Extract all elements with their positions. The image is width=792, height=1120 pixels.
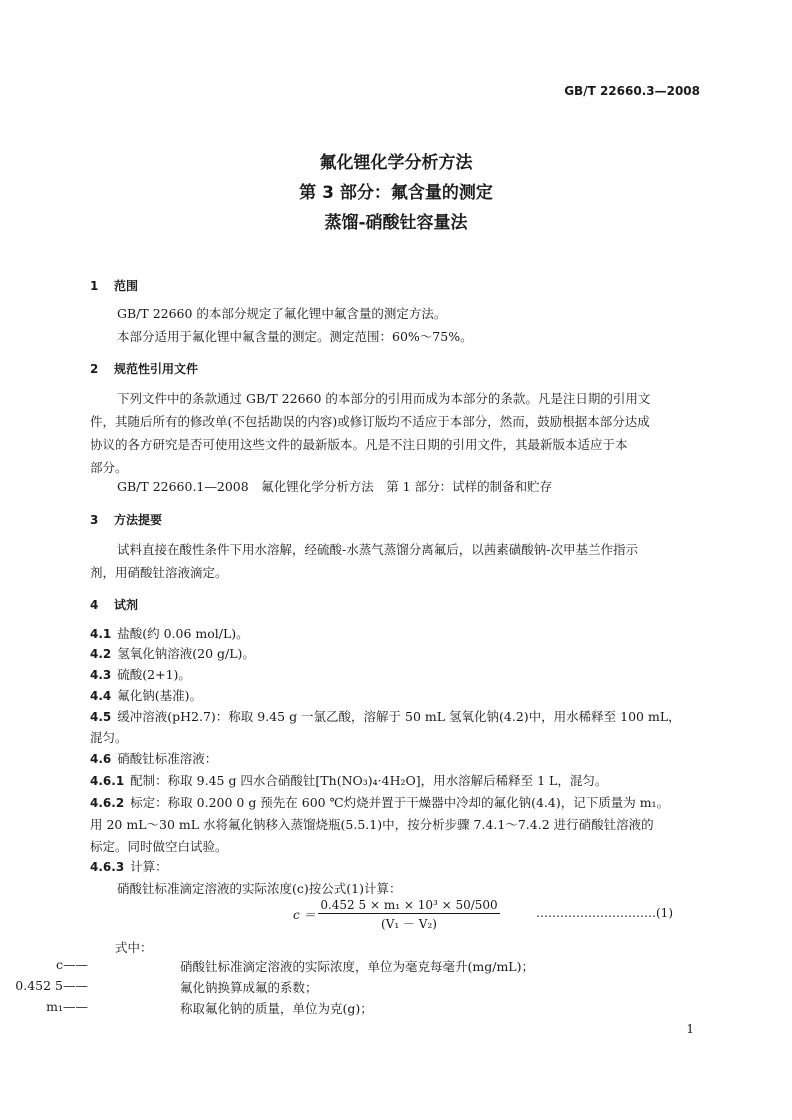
paragraph-line: 协议的各方研究是否可使用这些文件的最新版本。凡是不注日期的引用文件，其最新版本适应于本 xyxy=(90,437,628,452)
definition-symbol: c—— xyxy=(55,957,88,972)
section-title: 试剂 xyxy=(114,598,139,612)
paragraph: 本部分适用于氟化锂中氟含量的测定。测定范围：60%～75%。 xyxy=(117,329,473,344)
calculation-intro: 硝酸钍标准滴定溶液的实际浓度(c)按公式(1)计算： xyxy=(117,881,402,896)
clause-text: 标定：称取 0.200 0 g 预先在 600 ℃灼烧并置于干燥器中冷却的氟化钠(4.4)，记下质量为 m₁。 xyxy=(130,795,670,810)
definition-symbol: m₁—— xyxy=(46,999,88,1014)
paragraph-line: 剂，用硝酸钍溶液滴定。 xyxy=(90,565,228,580)
formula-numerator: 0.452 5 × m₁ × 10³ × 50/500 xyxy=(318,898,500,914)
clause-number: 4.1 xyxy=(90,627,112,641)
clause-number: 4.3 xyxy=(90,668,112,682)
where-label: 式中： xyxy=(115,940,153,955)
clause-text: 氢氧化钠溶液(20 g/L)。 xyxy=(117,646,255,661)
paragraph-line: 下列文件中的条款通过 GB/T 22660 的本部分的引用而成为本部分的条款。凡是注日期的引用文 xyxy=(117,391,651,406)
definition-text: 称取氟化钠的质量，单位为克(g)； xyxy=(180,1001,373,1016)
section-title: 范围 xyxy=(114,279,139,293)
title-line-3: 蒸馏-硝酸钍容量法 xyxy=(324,213,468,233)
title-line-2: 第 3 部分：氟含量的测定 xyxy=(299,183,493,203)
formula-denominator: (V₁ － V₂) xyxy=(381,917,437,931)
clause-number: 4.6.3 xyxy=(90,860,125,874)
clause-4-6-3 xyxy=(90,855,702,879)
normative-reference: GB/T 22660.1—2008 氟化锂化学分析方法 第 1 部分：试样的制备和贮存 xyxy=(117,479,553,494)
equation-number: …………………………(1) xyxy=(536,906,673,920)
definition-symbol: 0.452 5—— xyxy=(15,978,88,993)
clause-text: 硝酸钍标准溶液： xyxy=(117,751,218,766)
clause-4-6-2-line-3: 标定。同时做空白试验。 xyxy=(90,839,228,854)
clause-number: 4.6.1 xyxy=(90,774,125,788)
section-number: 4 xyxy=(90,598,99,612)
definition-text: 氟化钠换算成氟的系数； xyxy=(180,980,318,995)
clause-text: 盐酸(约 0.06 mol/L)。 xyxy=(117,626,249,641)
clause-text: 氟化钠(基准)。 xyxy=(117,688,203,703)
clause-text: 计算： xyxy=(130,859,168,874)
clause-text: 硫酸(2+1)。 xyxy=(117,667,191,682)
clause-number: 4.2 xyxy=(90,647,112,661)
section-title: 规范性引用文件 xyxy=(114,362,199,376)
title-line-1: 氟化锂化学分析方法 xyxy=(319,153,473,173)
page-number: 1 xyxy=(686,1022,694,1036)
clause-number: 4.6.2 xyxy=(90,796,125,810)
paragraph-line: 部分。 xyxy=(90,460,128,475)
clause-number: 4.4 xyxy=(90,689,112,703)
paragraph-line: 试料直接在酸性条件下用水溶解，经硫酸-水蒸气蒸馏分离氟后，以茜素磺酸钠-次甲基兰作指示 xyxy=(117,542,638,557)
section-2-heading xyxy=(90,360,198,377)
clause-4-5-continued: 混匀。 xyxy=(90,730,128,745)
paragraph-line: 件，其随后所有的修改单(不包括勘误的内容)或修订版均不适应于本部分，然而，鼓励根据本部分达成 xyxy=(90,414,650,429)
section-1-heading xyxy=(90,277,138,294)
clause-4-6-2 xyxy=(90,791,702,815)
paragraph: GB/T 22660 的本部分规定了氟化锂中氟含量的测定方法。 xyxy=(117,306,447,321)
section-number: 1 xyxy=(90,279,99,293)
clause-4-6-1 xyxy=(90,769,702,793)
clause-text: 配制：称取 9.45 g 四水合硝酸钍[Th(NO₃)₄·4H₂O]，用水溶解后稀释至 1 L，混匀。 xyxy=(130,773,608,788)
clause-number: 4.5 xyxy=(90,710,112,724)
clause-4-6 xyxy=(90,747,702,771)
section-title: 方法提要 xyxy=(114,513,163,527)
formula-1 xyxy=(0,898,792,934)
clause-text: 缓冲溶液(pH2.7)：称取 9.45 g 一氯乙酸，溶解于 50 mL 氢氧化钠(4.2)中，用水稀释至 100 mL， xyxy=(117,709,681,724)
section-4-heading xyxy=(90,596,138,613)
formula-lhs: c ＝ xyxy=(293,908,316,922)
section-number: 3 xyxy=(90,513,99,527)
document-title xyxy=(0,148,792,238)
clause-4-6-2-line-2: 用 20 mL～30 mL 水将氟化钠移入蒸馏烧瓶(5.5.1)中，按分析步骤 7.4.1～7.4.2 进行硝酸钍溶液的 xyxy=(90,817,654,832)
standard-code: GB/T 22660.3—2008 xyxy=(564,84,700,98)
definition-text: 硝酸钍标准滴定溶液的实际浓度，单位为毫克每毫升(mg/mL)； xyxy=(180,959,534,974)
section-number: 2 xyxy=(90,362,99,376)
clause-number: 4.6 xyxy=(90,752,112,766)
section-3-heading xyxy=(90,511,162,528)
